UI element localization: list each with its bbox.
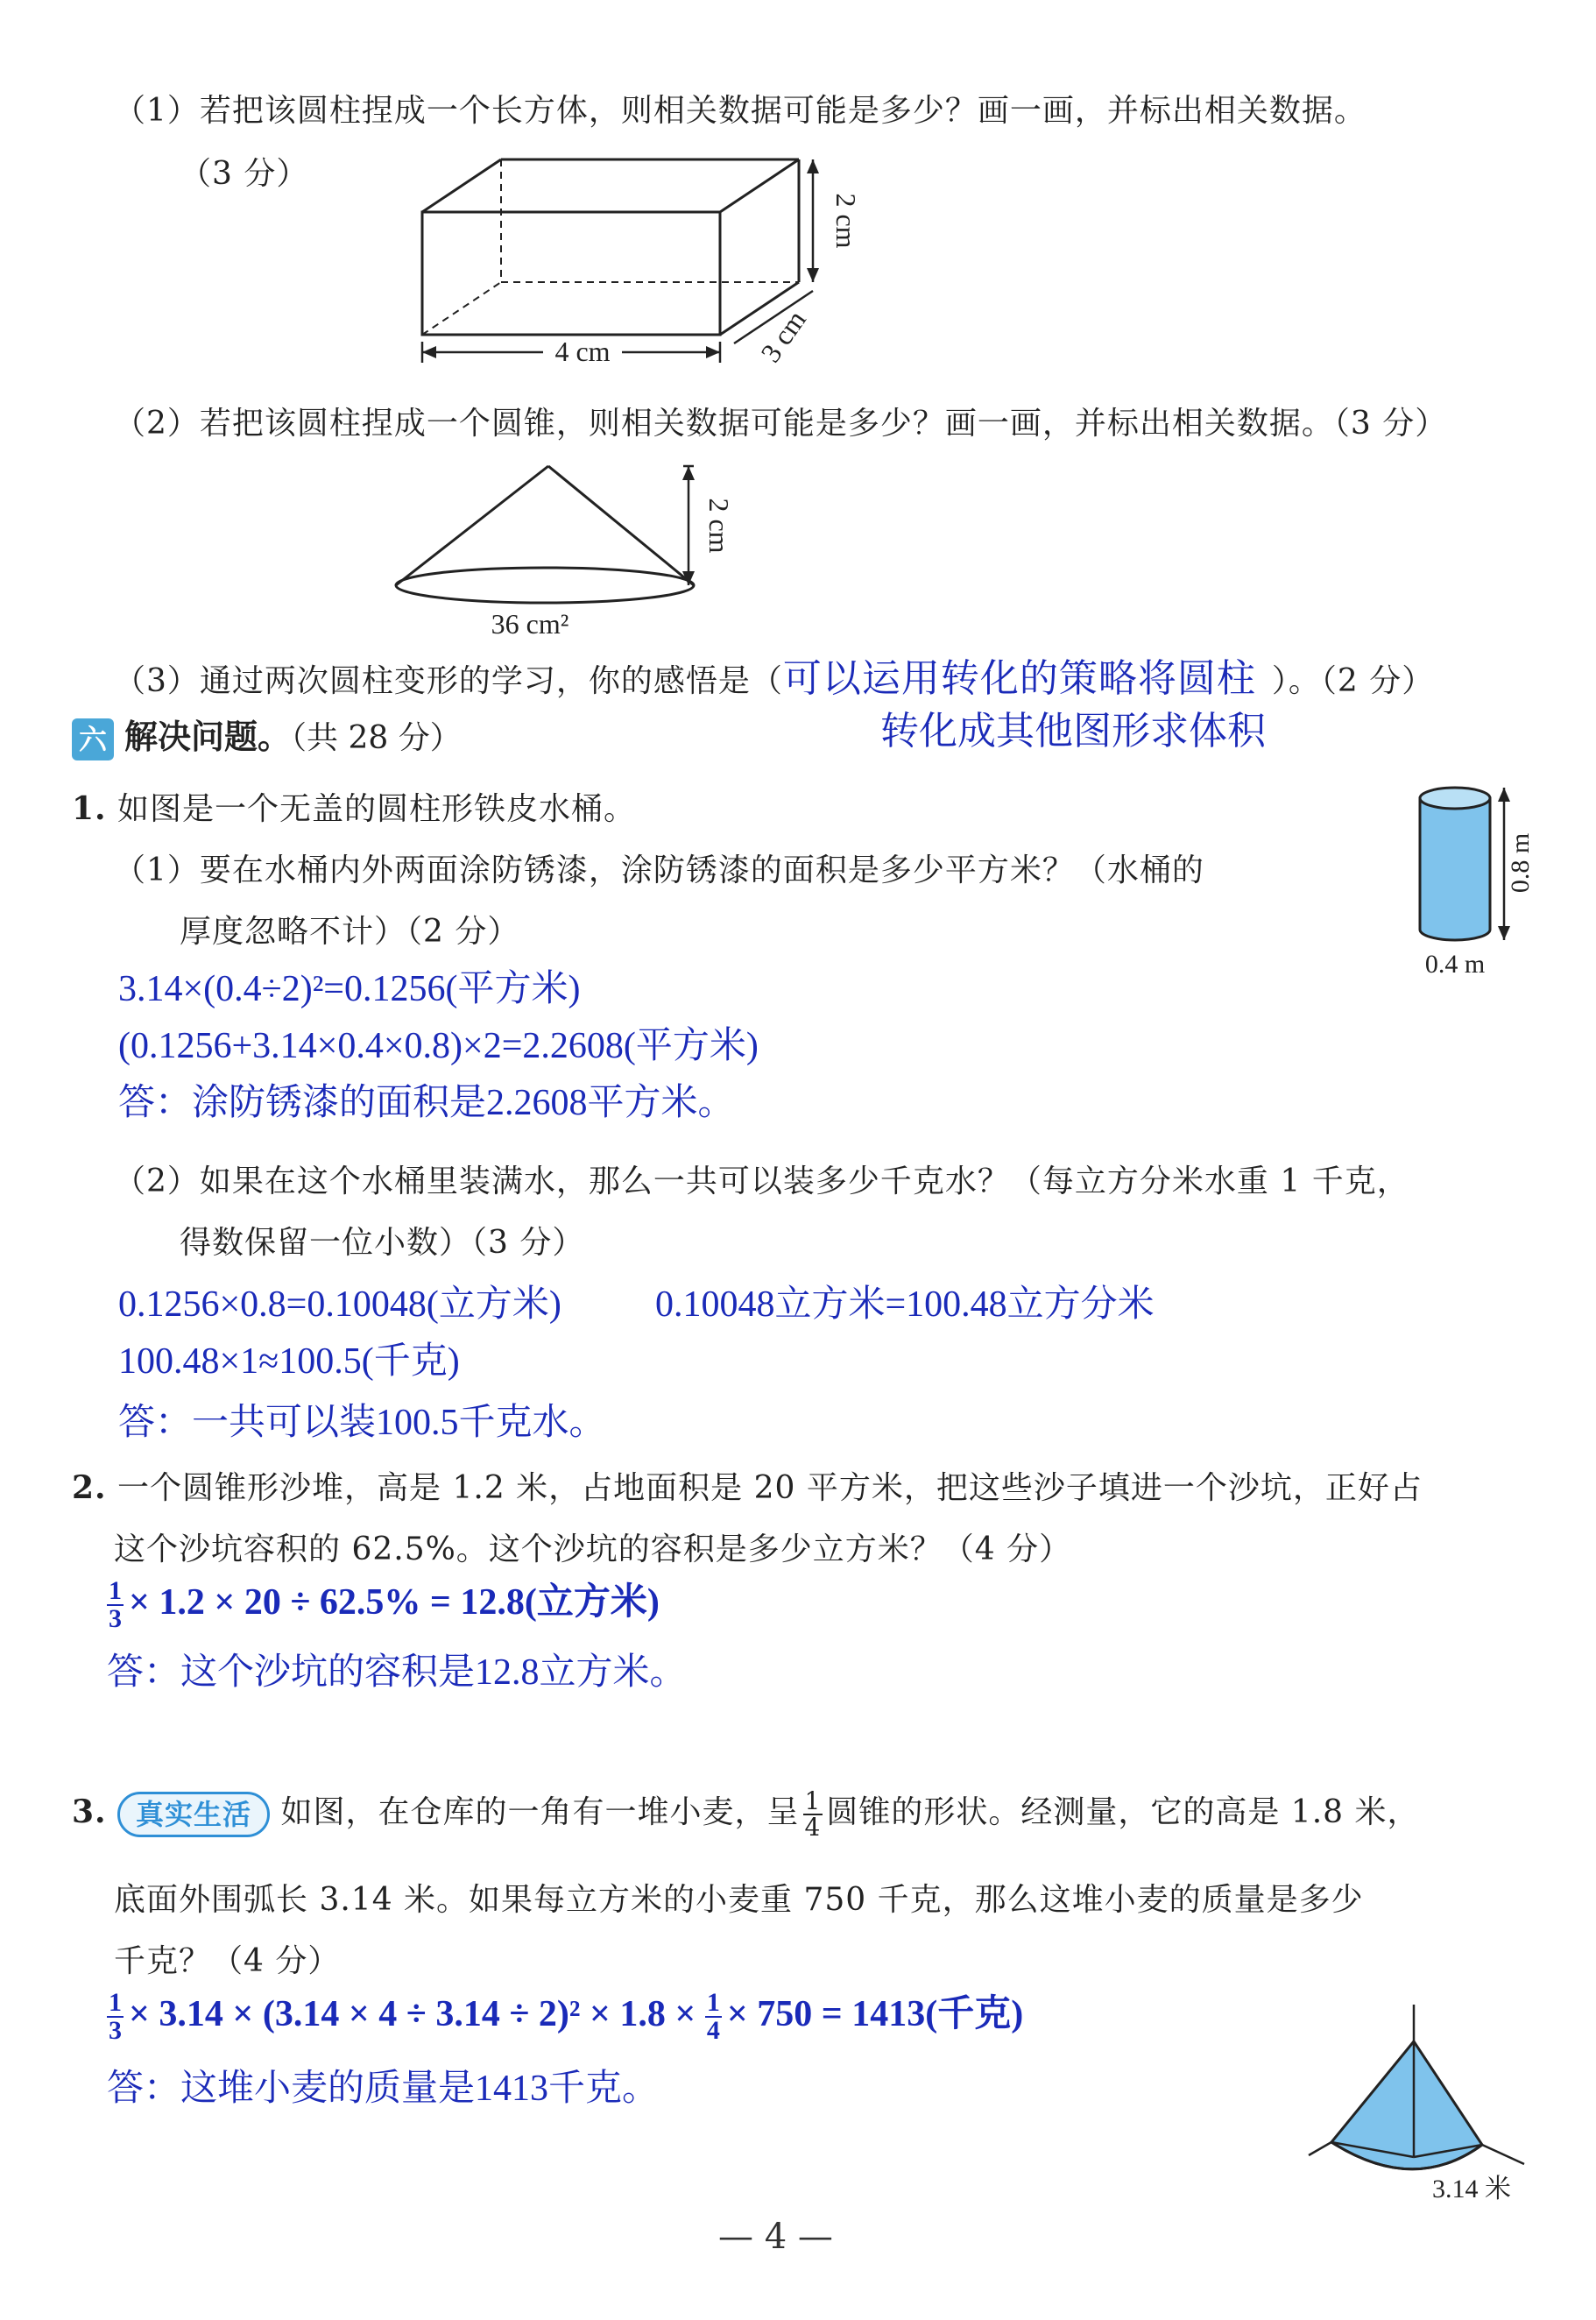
problem3-text-1b: 圆锥的形状。经测量，它的高是 1.8 米， [826, 1794, 1420, 1830]
fraction-numerator: 1 [109, 1576, 122, 1606]
q5-p3-after: ）。（2 分） [1271, 663, 1435, 699]
prism-width-label: 3 cm [754, 304, 812, 368]
problem1-sub2-answer-4: 答：一共可以装100.5千克水。 [118, 1403, 606, 1443]
section6-title: 解决问题。 [124, 718, 292, 756]
problem1-sub1-answer-1: 3.14×(0.4÷2)²=0.1256(平方米) [118, 969, 581, 1009]
section6-header [72, 710, 462, 760]
section6-score: （共 28 分） [291, 720, 462, 756]
cone-height-label: 2 cm [703, 498, 735, 554]
problem2-answer [107, 1573, 660, 1632]
q5-p3-answer1: 可以运用转化的策略将圆柱 [782, 656, 1256, 701]
problem3-answer-fraction-2 [705, 1990, 722, 2044]
q5-p3-line [114, 647, 1434, 703]
quarter-cone-diagram [1296, 1998, 1559, 2208]
cone-base-label: 36 cm² [491, 608, 569, 640]
problem3-answer-fraction-1 [107, 1990, 124, 2044]
problem1-statement [72, 784, 636, 829]
problem1-num: 1. [72, 790, 107, 827]
problem3-tag: 真实生活 [117, 1792, 270, 1837]
prism-length-label: 4 cm [554, 336, 611, 367]
problem2-line1 [72, 1463, 1423, 1508]
fraction-denominator: 4 [706, 2016, 720, 2046]
problem3-line2: 底面外围弧长 3.14 米。如果每立方米的小麦重 750 千克，那么这堆小麦的质量是多少 [114, 1882, 1364, 1918]
problem1-sub1-line1: （1）要在水桶内外两面涂防锈漆，涂防锈漆的面积是多少平方米？（水桶的 [114, 852, 1204, 888]
problem3-answer-end: × 750 = 1413(千克) [726, 1994, 1024, 2034]
q5-p1-score: （3 分） [180, 156, 309, 192]
cone-diagram [385, 456, 736, 648]
fraction-denominator: 4 [804, 1813, 822, 1842]
problem3-fraction [803, 1786, 823, 1842]
q5-p3-before: （3）通过两次圆柱变形的学习，你的感悟是（ [114, 663, 783, 699]
bucket-diagram [1406, 775, 1564, 986]
bucket-diameter-label: 0.4 m [1424, 950, 1486, 979]
fraction-numerator: 1 [109, 1988, 122, 2018]
problem1-sub2-line2: 得数保留一位小数）（3 分） [180, 1225, 585, 1261]
fraction-numerator: 1 [706, 1988, 720, 2018]
rectangular-prism-diagram [403, 149, 862, 368]
bucket-height-label: 0.8 m [1506, 832, 1535, 894]
q5-p2-text: （2）若把该圆柱捏成一个圆锥，则相关数据可能是多少？画一画，并标出相关数据。（3 分） [114, 406, 1448, 442]
fraction-numerator: 1 [804, 1786, 822, 1815]
problem3-line3: 千克？（4 分） [114, 1943, 341, 1979]
problem1-text: 如图是一个无盖的圆柱形铁皮水桶。 [117, 791, 637, 827]
quarter-cone-arc-label: 3.14 米 [1432, 2175, 1511, 2203]
prism-height-label: 2 cm [830, 193, 862, 249]
problem3-line1 [72, 1787, 1420, 1840]
problem1-sub1-answer-3: 答：涂防锈漆的面积是2.2608平方米。 [118, 1083, 735, 1123]
problem2-line2: 这个沙坑容积的 62.5%。这个沙坑的容积是多少立方米？（4 分） [114, 1531, 1072, 1567]
problem2-num: 2. [72, 1469, 107, 1506]
fraction-denominator: 3 [109, 2016, 122, 2046]
problem3-answer-final: 答：这堆小麦的质量是1413千克。 [107, 2069, 660, 2109]
section6-badge: 六 [72, 718, 114, 760]
problem1-sub1-answer-2: (0.1256+3.14×0.4×0.8)×2=2.2608(平方米) [118, 1026, 759, 1066]
problem2-answer-final: 答：这个沙坑的容积是12.8立方米。 [107, 1652, 687, 1693]
fraction-denominator: 3 [109, 1604, 122, 1634]
problem3-text-1a: 如图，在仓库的一角有一堆小麦，呈 [280, 1794, 800, 1830]
problem3-answer [107, 1984, 1023, 2044]
problem2-answer-expression: × 1.2 × 20 ÷ 62.5% = 12.8(立方米) [129, 1582, 660, 1623]
page-number: — 4 — [718, 2217, 833, 2257]
problem1-sub1-line2: 厚度忽略不计）（2 分） [180, 914, 520, 950]
q5-p3-answer2: 转化成其他图形求体积 [880, 709, 1266, 753]
problem2-text-1: 一个圆锥形沙堆，高是 1.2 米，占地面积是 20 平方米，把这些沙子填进一个沙坑，正好占 [117, 1470, 1423, 1506]
problem3-num: 3. [72, 1793, 107, 1830]
q5-p1-text: （1）若把该圆柱捏成一个长方体，则相关数据可能是多少？画一画，并标出相关数据。 [114, 93, 1366, 129]
problem3-answer-mid: × 3.14 × (3.14 × 4 ÷ 3.14 ÷ 2)² × 1.8 × [129, 1994, 696, 2034]
problem1-sub2-answer-3: 100.48×1≈100.5(千克) [118, 1341, 460, 1382]
problem1-sub2-line1: （2）如果在这个水桶里装满水，那么一共可以装多少千克水？（每立方分米水重 1 千克， [114, 1164, 1409, 1199]
problem1-sub2-answer-2: 0.10048立方米=100.48立方分米 [655, 1284, 1155, 1325]
problem1-sub2-answer-1: 0.1256×0.8=0.10048(立方米) [118, 1284, 561, 1325]
problem2-answer-fraction [107, 1578, 124, 1632]
